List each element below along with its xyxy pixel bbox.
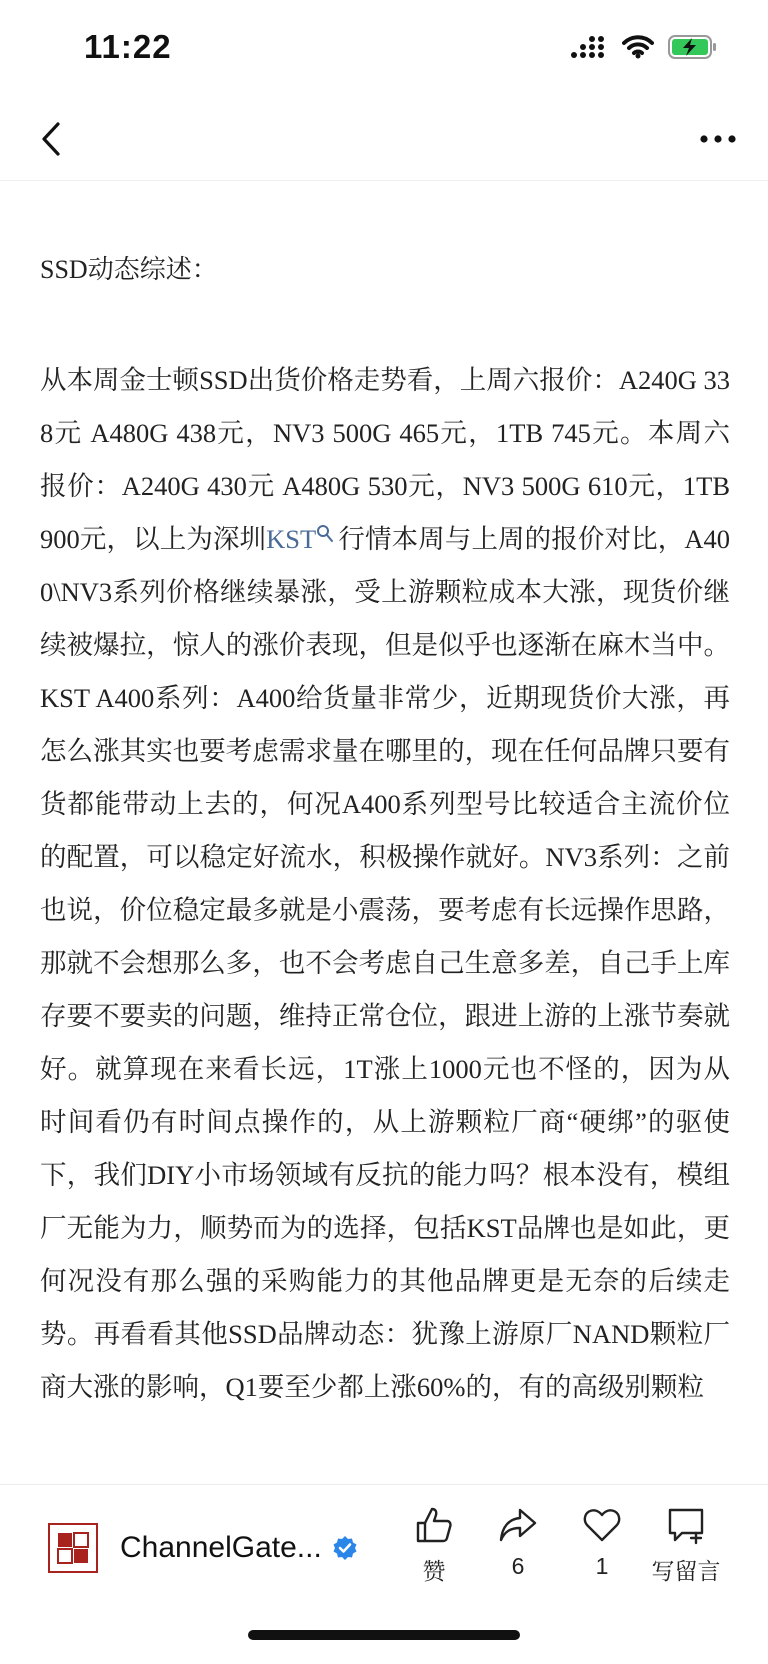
status-time: 11:22 (84, 28, 172, 65)
search-icon (316, 509, 334, 562)
verified-badge-icon (332, 1535, 358, 1561)
write-comment-label: 写留言 (651, 1558, 721, 1584)
battery-charging-icon (668, 34, 718, 65)
heart-icon (582, 1505, 622, 1545)
more-options-button[interactable] (686, 112, 750, 166)
status-bar (0, 0, 768, 100)
share-arrow-icon (498, 1505, 538, 1545)
write-comment-button[interactable] (644, 1505, 728, 1586)
like-label: 赞 (422, 1558, 446, 1584)
avatar[interactable] (48, 1523, 98, 1573)
article-text-part-1: 从本周金士顿SSD出货价格走势看，上周六报价：A240G 338元 A480G 438元，NV3 500G 465元，1TB 745元。本周六报价：A240G 430元 A480G 530元，NV3 500G 610元，1TB 900元，以上为深圳 (40, 365, 730, 554)
account-profile[interactable] (48, 1523, 358, 1573)
kst-link[interactable] (266, 524, 338, 554)
thumbs-up-icon (414, 1505, 454, 1545)
comment-add-icon (666, 1505, 706, 1545)
nav-bar (0, 100, 768, 181)
share-count: 6 (511, 1553, 525, 1579)
status-icons (570, 34, 718, 65)
avatar-seal-icon (54, 1529, 92, 1567)
cellular-signal-icon (570, 34, 608, 65)
home-indicator[interactable] (248, 1630, 520, 1640)
like-button[interactable] (392, 1505, 476, 1586)
chevron-left-icon (40, 121, 62, 157)
share-button[interactable] (476, 1505, 560, 1586)
action-group (392, 1505, 728, 1586)
account-name[interactable]: ChannelGate... (120, 1531, 322, 1564)
article-heading: SSD动态综述： (40, 255, 218, 284)
wifi-icon (622, 35, 654, 64)
back-button[interactable] (24, 112, 78, 166)
article-text-part-2: 行情本周与上周的报价对比，A400\NV3系列价格继续暴涨，受上游颗粒成本大涨，现货价继续被爆拉，惊人的涨价表现，但是似乎也逐渐在麻木当中。KST A400系列：A400给货量非常少，近期现货价大涨，再怎么涨其实也要考虑需求量在哪里的，现在任何品牌只要有货都能带动上去的，何况A400系列型号比较适合主流价位的配置，可以稳定好流水，积极操作就好。NV3系列：之前也说，价位稳定最多就是小震荡，要考虑有长远操作思路，那就不会想那么多，也不会考虑自己生意多差，自己手上库存要不要卖的问题，维持正常仓位，跟进上游的上涨节奏就好。就算现在来看长远，1T涨上1000元也不怪的，因为从时间看仍有时间点操作的，从上游颗粒厂商“硬绑”的驱使下，我们DIY小市场领域有反抗的能力吗？根本没有，模组厂无能为力，顺势而为的选择，包括KST品牌也是如此，更何况没有那么强的采购能力的其他品牌更是无奈的后续走势。再看看其他SSD品牌动态：犹豫上游原厂NAND颗粒厂商大涨的影响，Q1要至少都上涨60%的，有的高级别颗粒 (40, 524, 730, 1402)
kst-link-text[interactable]: KST (266, 524, 317, 554)
article-paragraph (40, 354, 730, 1414)
article-content (40, 248, 730, 1414)
favorite-button[interactable] (560, 1505, 644, 1586)
favorite-count: 1 (595, 1553, 609, 1579)
more-dots-icon (699, 134, 737, 144)
